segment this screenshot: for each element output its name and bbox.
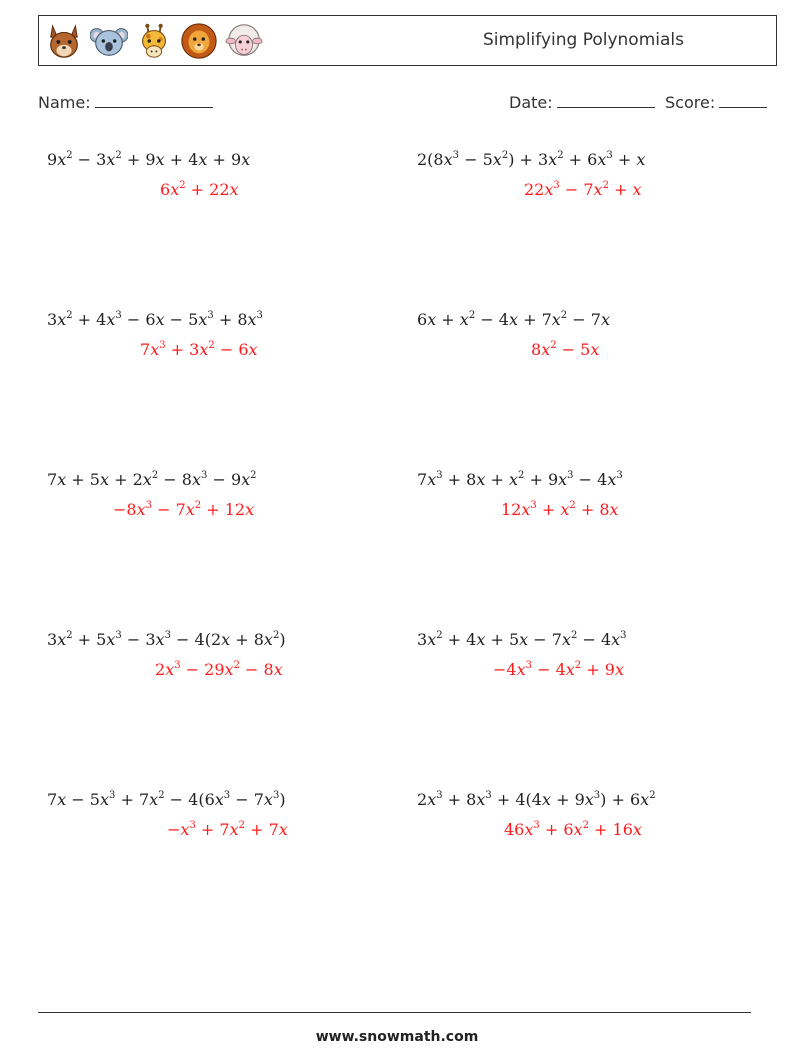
squirrel-icon xyxy=(45,22,83,60)
date-blank[interactable] xyxy=(557,93,655,108)
problem-item xyxy=(47,310,397,360)
sheep-icon xyxy=(225,22,263,60)
footer-url: www.snowmath.com xyxy=(315,1029,479,1045)
problem-question: $3x^2 + 4x + 5x - 7x^2 - 4x^3$ xyxy=(417,629,627,649)
problem-answer: $6x^2 + 22x$ xyxy=(160,179,239,199)
problem-question: $2(8x^3 - 5x^2) + 3x^2 + 6x^3 + x$ xyxy=(417,149,646,169)
problem-question: $3x^2 + 5x^3 - 3x^3 - 4(2x + 8x^2)$ xyxy=(47,629,286,649)
problem-answer: $-4x^3 - 4x^2 + 9x$ xyxy=(493,659,624,679)
lion-icon xyxy=(180,22,218,60)
problem-item xyxy=(417,790,767,840)
score-blank[interactable] xyxy=(719,93,767,108)
problem-answer: $-8x^3 - 7x^2 + 12x$ xyxy=(113,499,255,519)
problem-item xyxy=(47,630,397,680)
animal-icons xyxy=(45,22,263,60)
name-field[interactable] xyxy=(38,93,213,112)
koala-icon xyxy=(90,22,128,60)
problem-answer: $12x^3 + x^2 + 8x$ xyxy=(501,499,619,519)
problem-item xyxy=(417,630,767,680)
score-label: Score: xyxy=(665,93,716,112)
problem-answer: $7x^3 + 3x^2 - 6x$ xyxy=(140,339,258,359)
problem-item xyxy=(417,310,767,360)
date-field[interactable] xyxy=(509,93,655,112)
problem-answer: $2x^3 - 29x^2 - 8x$ xyxy=(155,659,283,679)
name-blank[interactable] xyxy=(95,93,213,108)
problem-question: $3x^2 + 4x^3 - 6x - 5x^3 + 8x^3$ xyxy=(47,309,263,329)
problem-answer: $-x^3 + 7x^2 + 7x$ xyxy=(167,819,288,839)
problem-item xyxy=(47,150,397,200)
problem-answer: $46x^3 + 6x^2 + 16x$ xyxy=(504,819,642,839)
date-label: Date: xyxy=(509,93,553,112)
problem-item xyxy=(47,790,397,840)
name-label: Name: xyxy=(38,93,91,112)
problem-question: $7x^3 + 8x + x^2 + 9x^3 - 4x^3$ xyxy=(417,469,623,489)
problem-question: $2x^3 + 8x^3 + 4(4x + 9x^3) + 6x^2$ xyxy=(417,789,656,809)
worksheet-header xyxy=(38,15,777,66)
problem-question: $7x - 5x^3 + 7x^2 - 4(6x^3 - 7x^3)$ xyxy=(47,789,286,809)
problem-item xyxy=(417,470,767,520)
problem-item xyxy=(417,150,767,200)
footer-divider xyxy=(38,1012,751,1013)
problem-question: $7x + 5x + 2x^2 - 8x^3 - 9x^2$ xyxy=(47,469,257,489)
problem-answer: $22x^3 - 7x^2 + x$ xyxy=(524,179,642,199)
problem-answer: $8x^2 - 5x$ xyxy=(531,339,600,359)
problem-question: $6x + x^2 - 4x + 7x^2 - 7x$ xyxy=(417,309,610,329)
problem-question: $9x^2 - 3x^2 + 9x + 4x + 9x$ xyxy=(47,149,251,169)
giraffe-icon xyxy=(135,22,173,60)
score-field[interactable] xyxy=(665,93,767,112)
problem-item xyxy=(47,470,397,520)
worksheet-title: Simplifying Polynomials xyxy=(482,30,684,50)
